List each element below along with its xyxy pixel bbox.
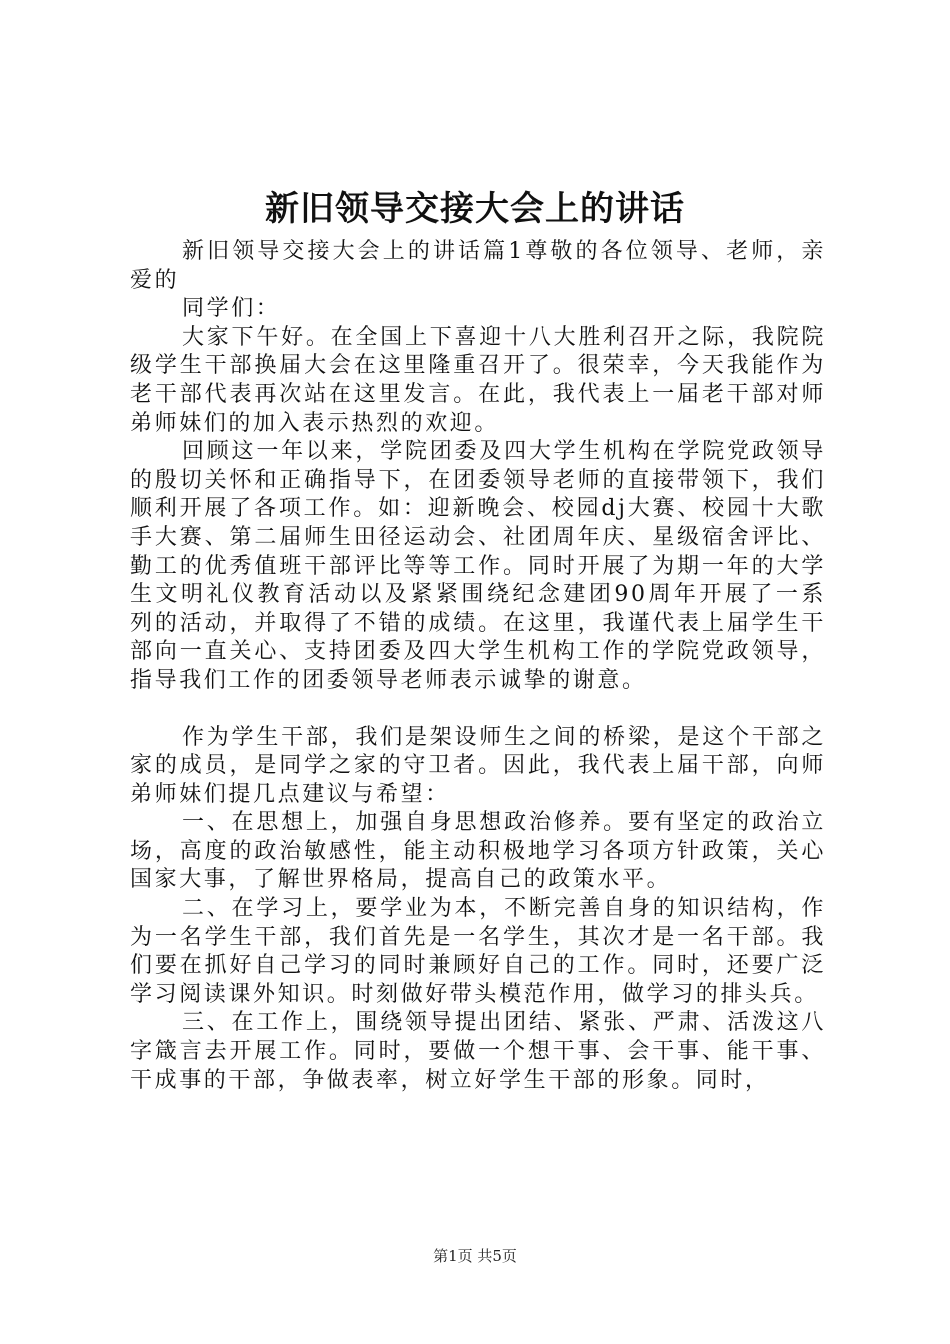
paragraph-greeting: 大家下午好。在全国上下喜迎十八大胜利召开之际，我院院级学生干部换届大会在这里隆重召开了。很荣幸，今天我能作为老干部代表再次站在这里发言。在此，我代表上一届老干部对师弟师妹们的加入表示热烈的欢迎。 — [130, 324, 826, 436]
paragraph-review: 回顾这一年以来，学院团委及四大学生机构在学院党政领导的殷切关怀和正确指导下，在团委领导老师的直接带领下，我们顺利开展了各项工作。如：迎新晚会、校园dj大赛、校园十大歌手大赛、第二届师生田径运动会、社团周年庆、星级宿舍评比、勤工的优秀值班干部评比等等工作。同时开展了为期一年的大学生文明礼仪教育活动以及紧紧围绕纪念建团90周年开展了一系列的活动，并取得了不错的成绩。在这里，我谨代表上届学生干部向一直关心、支持团委及四大学生机构工作的学院党政领导，指导我们工作的团委领导老师表示诚挚的谢意。 — [130, 439, 826, 693]
paragraph-point-3: 三、在工作上，围绕领导提出团结、紧张、严肃、活泼这八字箴言去开展工作。同时，要做一个想干事、会干事、能干事、干成事的干部，争做表率，树立好学生干部的形象。同时， — [130, 1010, 826, 1093]
page-number-footer: 第1页 共5页 — [433, 1247, 517, 1265]
paragraph-salutation: 同学们： — [182, 296, 281, 322]
document-title: 新旧领导交接大会上的讲话 — [265, 189, 685, 229]
paragraph-point-1: 一、在思想上，加强自身思想政治修养。要有坚定的政治立场，高度的政治敏感性，能主动积极地学习各项方针政策，关心国家大事，了解世界格局，提高自己的政策水平。 — [130, 810, 826, 893]
paragraph-role: 作为学生干部，我们是架设师生之间的桥梁，是这个干部之家的成员，是同学之家的守卫者。因此，我代表上届干部，向师弟师妹们提几点建议与希望： — [130, 724, 826, 807]
paragraph-point-2: 二、在学习上，要学业为本，不断完善自身的知识结构，作为一名学生干部，我们首先是一名学生，其次才是一名干部。我们要在抓好自己学习的同时兼顾好自己的工作。同时，还要广泛学习阅读课外知识。时刻做好带头模范作用，做学习的排头兵。 — [130, 896, 826, 1007]
document-body — [130, 238, 826, 1095]
paragraph-opening: 新旧领导交接大会上的讲话篇1尊敬的各位领导、老师，亲爱的 — [130, 239, 826, 293]
